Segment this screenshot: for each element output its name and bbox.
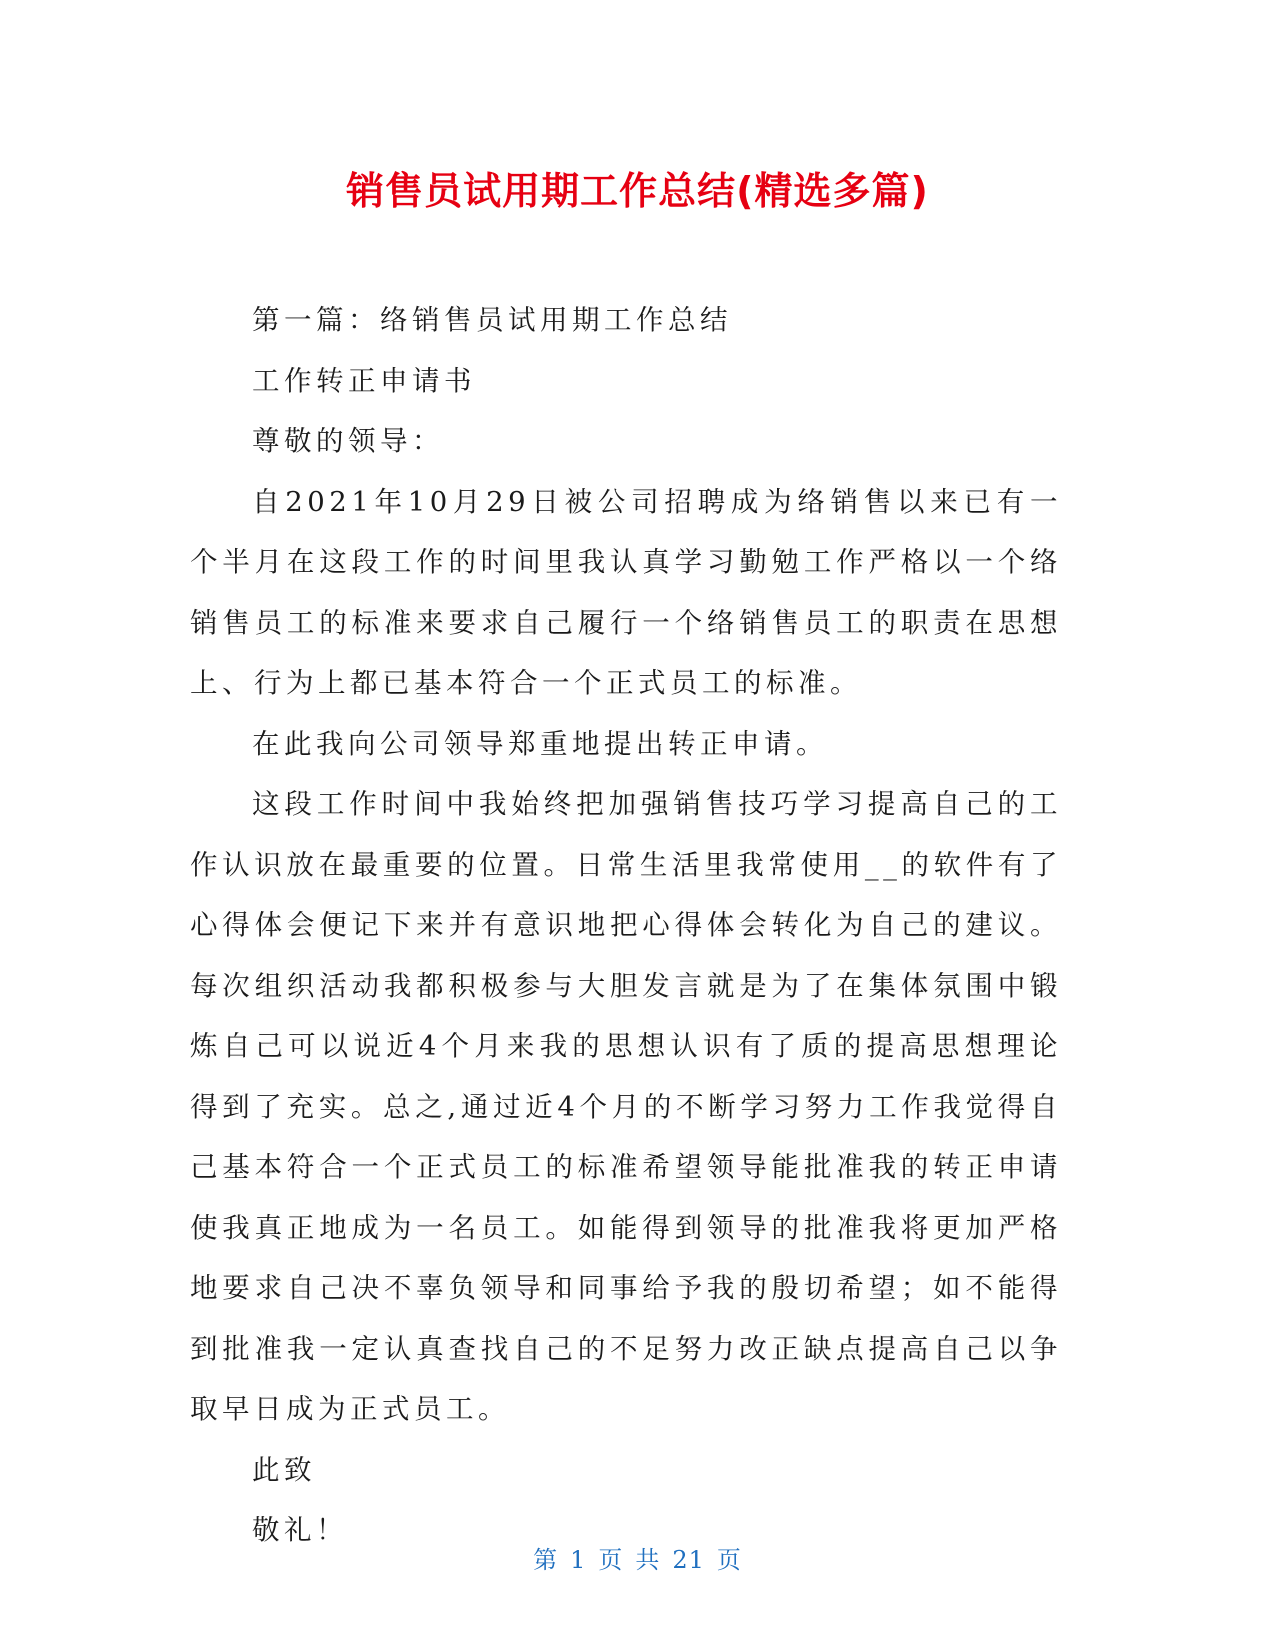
footer-label-of: 页	[598, 1546, 624, 1574]
footer-label-end: 页	[716, 1546, 742, 1574]
paragraph-body-2: 在此我向公司领导郑重地提出转正申请。	[252, 727, 828, 760]
paragraph-body-1: 自2021年10月29日被公司招聘成为络销售以来已有一个半月在这段工作的时间里我认真学习勤勉工作严格以一个络销售员工的标准来要求自己履行一个络销售员工的职责在思想上、行为上都已基本符合一个正式员工的标准。	[190, 485, 1062, 699]
paragraph-letter-title: 工作转正申请书	[252, 364, 476, 397]
footer-total-pages: 21	[672, 1546, 705, 1574]
footer-label-page: 第	[533, 1546, 559, 1574]
document-body	[190, 290, 1062, 1561]
footer-label-total: 共	[635, 1546, 661, 1574]
page-footer	[0, 1540, 1275, 1575]
paragraph-closing-1: 此致	[252, 1453, 316, 1486]
document-title: 销售员试用期工作总结(精选多篇)	[346, 169, 929, 213]
paragraph-closing-2: 敬礼！	[252, 1514, 348, 1546]
paragraph-section-heading: 第一篇：络销售员试用期工作总结	[252, 304, 732, 336]
paragraph-salutation: 尊敬的领导：	[252, 425, 444, 457]
paragraph-body-3: 这段工作时间中我始终把加强销售技巧学习提高自己的工作认识放在最重要的位置。日常生活里我常使用__的软件有了心得体会便记下来并有意识地把心得体会转化为自己的建议。每次组织活动我都积极参与大胆发言就是为了在集体氛围中锻炼自己可以说近4个月来我的思想认识有了质的提高思想理论得到了充实。总之,通过近4个月的不断学习努力工作我觉得自己基本符合一个正式员工的标准希望领导能批准我的转正申请使我真正地成为一名员工。如能得到领导的批准我将更加严格地要求自己决不辜负领导和同事给予我的殷切希望；如不能得到批准我一定认真查找自己的不足努力改正缺点提高自己以争取早日成为正式员工。	[190, 788, 1062, 1425]
footer-current-page: 1	[570, 1546, 587, 1574]
